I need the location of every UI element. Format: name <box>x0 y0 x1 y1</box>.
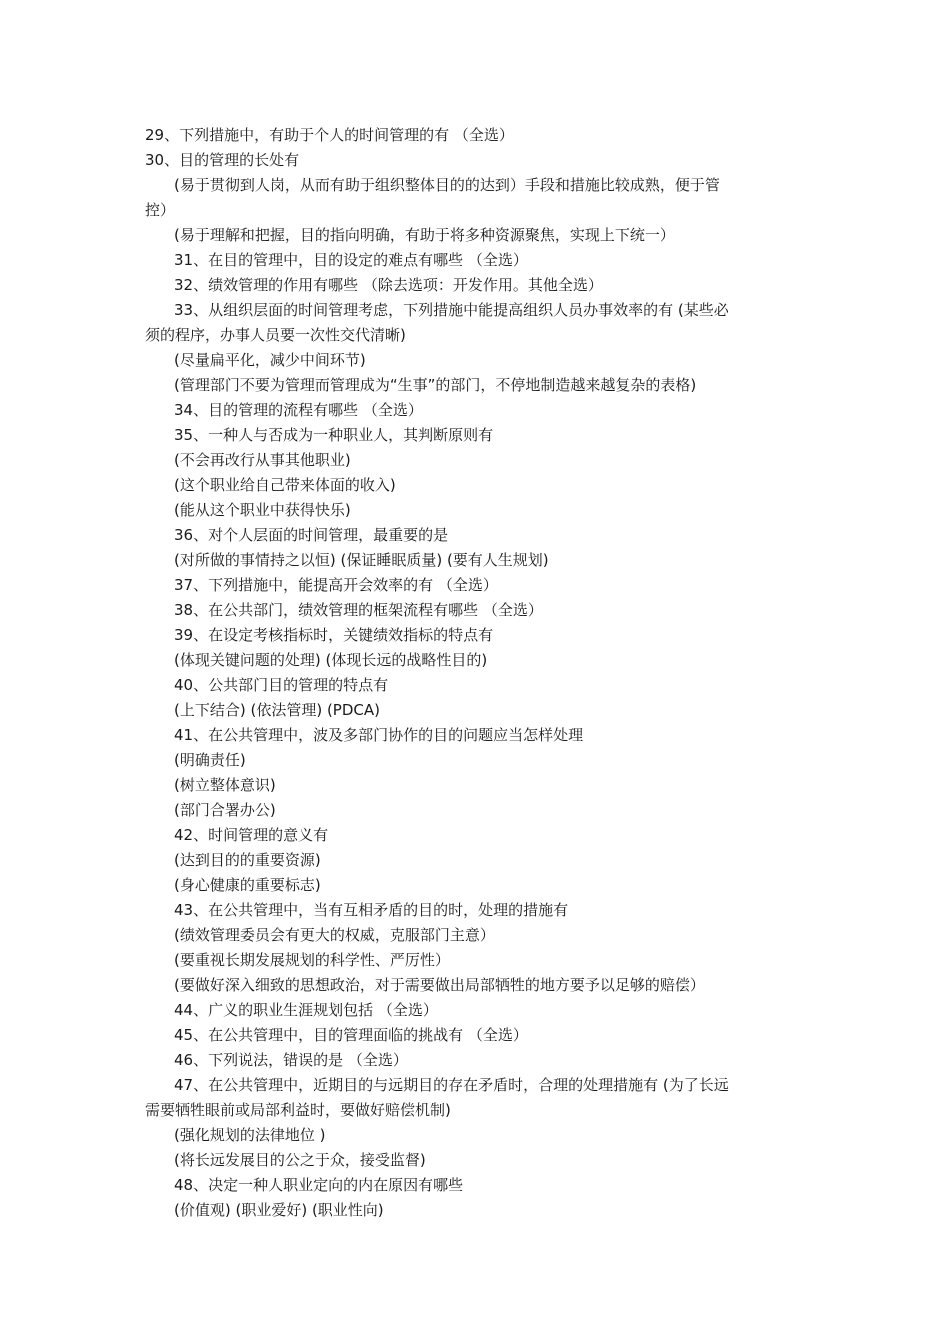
text-line: (体现关键问题的处理) (体现长远的战略性目的) <box>174 651 488 669</box>
text-line: (易于贯彻到人岗，从而有助于组织整体目的的达到）手段和措施比较成熟，便于管 <box>174 176 720 194</box>
text-line: 46、下列说法，错误的是 （全选） <box>174 1051 408 1069</box>
text-line: 36、对个人层面的时间管理，最重要的是 <box>174 526 449 544</box>
text-line: (强化规划的法律地位 ) <box>174 1126 326 1144</box>
text-line: 33、从组织层面的时间管理考虑，下列措施中能提高组织人员办事效率的有 (某些必 <box>174 301 729 319</box>
document-body <box>145 123 795 1223</box>
text-line: (绩效管理委员会有更大的权威，克服部门主意） <box>174 926 495 944</box>
text-line: 39、在设定考核指标时，关键绩效指标的特点有 <box>174 626 494 644</box>
text-line: 34、目的管理的流程有哪些 （全选） <box>174 401 423 419</box>
text-line: (树立整体意识) <box>174 776 276 794</box>
text-line: 48、决定一种人职业定向的内在原因有哪些 <box>174 1176 464 1194</box>
text-line: 40、公共部门目的管理的特点有 <box>174 676 389 694</box>
text-line: 需要牺牲眼前或局部利益时，要做好赔偿机制) <box>145 1101 451 1119</box>
text-line: 29、下列措施中，有助于个人的时间管理的有 （全选） <box>145 126 514 144</box>
text-line: (上下结合) (依法管理) (PDCA) <box>174 701 380 719</box>
text-line: (达到目的的重要资源) <box>174 851 321 869</box>
text-line: 41、在公共管理中，波及多部门协作的目的问题应当怎样处理 <box>174 726 584 744</box>
text-line: 32、绩效管理的作用有哪些 （除去选项：开发作用。其他全选） <box>174 276 603 294</box>
text-line: (能从这个职业中获得快乐) <box>174 501 351 519</box>
text-line: (部门合署办公) <box>174 801 276 819</box>
text-line: 须的程序，办事人员要一次性交代清晰) <box>145 326 406 344</box>
text-line: (价值观) (职业爱好) (职业性向) <box>174 1201 384 1219</box>
text-line: 控） <box>145 201 176 219</box>
text-line: 30、目的管理的长处有 <box>145 151 300 169</box>
text-line: (不会再改行从事其他职业) <box>174 451 351 469</box>
text-line: 37、下列措施中，能提高开会效率的有 （全选） <box>174 576 498 594</box>
text-line: 44、广义的职业生涯规划包括 （全选） <box>174 1001 438 1019</box>
text-line: 31、在目的管理中，目的设定的难点有哪些 （全选） <box>174 251 528 269</box>
text-line: 43、在公共管理中，当有互相矛盾的目的时，处理的措施有 <box>174 901 569 919</box>
text-line: 45、在公共管理中，目的管理面临的挑战有 （全选） <box>174 1026 528 1044</box>
text-line: (要做好深入细致的思想政治，对于需要做出局部牺牲的地方要予以足够的赔偿） <box>174 976 705 994</box>
text-line: (对所做的事情持之以恒) (保证睡眠质量) (要有人生规划) <box>174 551 549 569</box>
text-line: (要重视长期发展规划的科学性、严厉性） <box>174 951 450 969</box>
text-line: 42、时间管理的意义有 <box>174 826 329 844</box>
text-line: (这个职业给自己带来体面的收入) <box>174 476 396 494</box>
text-line: (易于理解和把握，目的指向明确，有助于将多种资源聚焦，实现上下统一） <box>174 226 675 244</box>
text-line: 38、在公共部门，绩效管理的框架流程有哪些 （全选） <box>174 601 543 619</box>
text-line: (尽量扁平化，减少中间环节) <box>174 351 366 369</box>
text-line: 47、在公共管理中，近期目的与远期目的存在矛盾时，合理的处理措施有 (为了长远 <box>174 1076 729 1094</box>
text-line: 35、一种人与否成为一种职业人，其判断原则有 <box>174 426 494 444</box>
text-line: (明确责任) <box>174 751 246 769</box>
text-line: (将长远发展目的公之于众，接受监督) <box>174 1151 426 1169</box>
text-line: (管理部门不要为管理而管理成为“生事”的部门，不停地制造越来越复杂的表格) <box>174 376 697 394</box>
text-line: (身心健康的重要标志) <box>174 876 321 894</box>
